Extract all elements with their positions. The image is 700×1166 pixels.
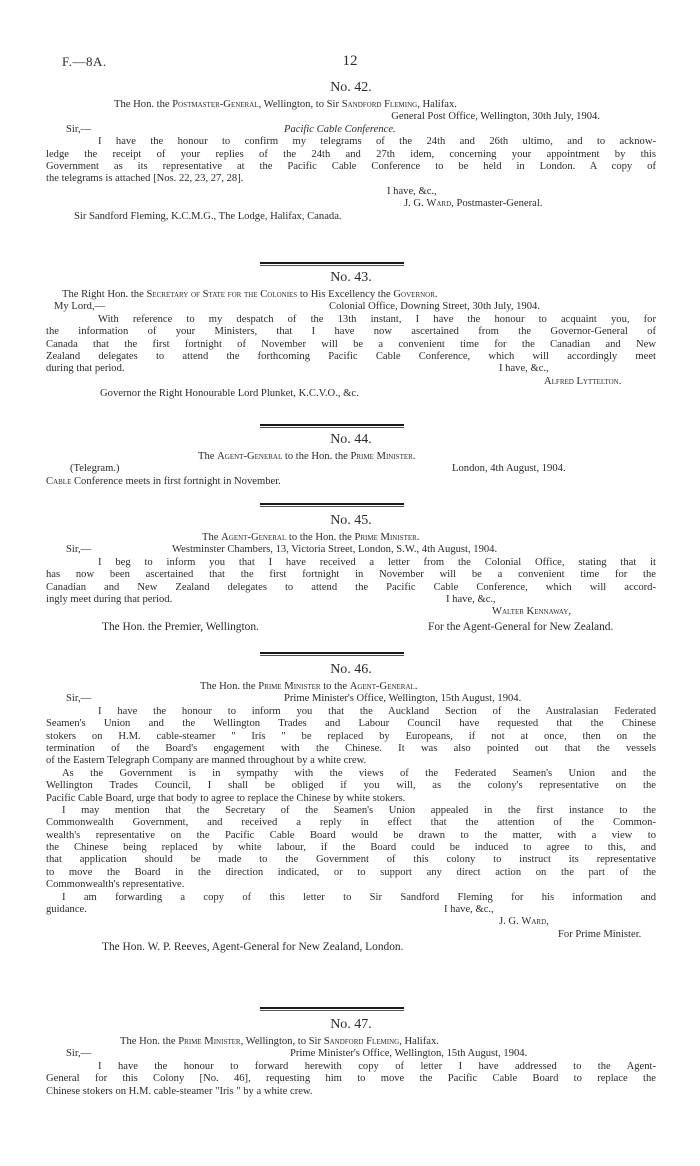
letter-office-date: London, 4th August, 1904.	[452, 463, 566, 475]
body-line: that application should be made to the Government of this colony to instruct its representative	[46, 854, 656, 866]
body-line: termination of the Board's engagement with the Chinese. It was also pointed out that the vessels	[46, 742, 656, 754]
letter-salutation-line	[66, 123, 628, 136]
addressee: The Hon. W. P. Reeves, Agent-General for New Zealand, London.	[102, 941, 404, 954]
page-number: 12	[342, 53, 358, 69]
letter-heading: The Right Hon. the Secretary of State for the Colonies to His Excellency the Governor.	[62, 289, 438, 300]
telegram-body: Cable Conference meets in first fortnight in November.	[46, 475, 281, 487]
salutation: My Lord,—	[54, 301, 106, 313]
body-line: I beg to inform you that I have received a letter from the Colonial Office, stating that it	[98, 556, 656, 568]
addressee-line	[74, 621, 628, 633]
for-line: For the Agent-General for New Zealand.	[428, 620, 614, 633]
body-line: I may mention that the Secretary of the Seamen's Union appealed in the first instance to the	[62, 804, 656, 816]
letter-salutation-line	[66, 544, 628, 556]
letter-number: No. 45.	[330, 513, 372, 528]
letter-heading: The Hon. the Prime Minister to the Agent-General.	[200, 681, 418, 692]
letter-number: No. 47.	[330, 1017, 372, 1032]
salutation: Sir,—	[66, 1048, 92, 1060]
addressee: Governor the Right Honourable Lord Plunket, K.C.V.O., &c.	[100, 388, 359, 400]
for-line: For Prime Minister.	[558, 928, 642, 940]
letter-last-line: ingly meet during that period. I have, &c.,	[46, 593, 496, 605]
letter-number: No. 42.	[330, 80, 372, 95]
body-line: With reference to my despatch of the 13th instant, I have the honour to acquaint you, for	[98, 313, 656, 325]
letter-salutation-line	[66, 693, 628, 705]
paper-reference: F.—8A.	[62, 54, 107, 69]
letter-number: No. 43.	[330, 270, 372, 285]
letter-number: No. 44.	[330, 432, 372, 447]
letter-office-date: Westminster Chambers, 13, Victoria Street, London, S.W., 4th August, 1904.	[172, 544, 498, 556]
closing: I have, &c.,	[387, 185, 437, 197]
addressee: Sir Sandford Fleming, K.C.M.G., The Lodge, Halifax, Canada.	[74, 210, 342, 222]
letter-no-47	[46, 1017, 656, 1098]
letter-heading: The Agent-General to the Hon. the Prime Minister.	[198, 451, 416, 462]
body-line: wealth's representative on the Pacific Cable Board would be drawn to the matter, with a view to	[46, 829, 656, 841]
letter-office-date: General Post Office, Wellington, 30th July, 1904.	[391, 111, 600, 123]
letter-no-44	[46, 432, 628, 488]
closing: I have, &c.,	[446, 593, 496, 605]
letter-office-date: Prime Minister's Office, Wellington, 15th August, 1904.	[284, 693, 522, 705]
letter-no-43	[46, 270, 656, 401]
body-line: General for this Colony [No. 46], requesting him to move the Pacific Cable Board to replace the	[46, 1073, 656, 1085]
body-line: stokers on H.M. cable-steamer " Iris " be replaced by Europeans, if not at once, then on the	[46, 730, 656, 742]
body-line: I have the honour to forward herewith copy of letter I have addressed to the Agent-	[98, 1060, 656, 1072]
letter-heading: The Hon. the Prime Minister, Wellington, to Sir Sandford Fleming, Halifax.	[120, 1036, 439, 1047]
closing: I have, &c.,	[444, 904, 494, 916]
body-line: I have the honour to inform you that the Auckland Section of the Australasian Federated	[98, 705, 656, 717]
body-line: I am forwarding a copy of this letter to Sir Sandford Fleming for his information and	[62, 891, 656, 903]
body-line: has now been ascertained that the first fortnight in November will be a convenient time for the	[46, 569, 656, 581]
body-line: Chinese stokers on H.M. cable-steamer "Iris " by a white crew.	[46, 1085, 313, 1097]
body-line: Commonwealth Government, and received a reply in effect that the attention of the Common-	[46, 817, 656, 829]
telegram-line	[70, 463, 628, 475]
section-divider	[260, 503, 404, 505]
body-line: the information of your Ministers, that I have now ascertained from the Governor-General of	[46, 326, 656, 338]
letter-last-line: during that period. I have, &c.,	[46, 363, 549, 375]
letter-office-date: Colonial Office, Downing Street, 30th July, 1904.	[329, 301, 540, 313]
body-line: of the Eastern Telegraph Company are manned throughout by a white crew.	[46, 755, 367, 767]
letter-no-46	[46, 662, 656, 954]
section-divider	[260, 262, 404, 264]
body-line: the telegrams is attached [Nos. 22, 23, 27, 28].	[46, 173, 244, 185]
salutation: Sir,—	[66, 544, 92, 556]
section-divider	[260, 424, 404, 426]
body-line: As the Government is in sympathy with the views of the Federated Seamen's Union and the	[62, 767, 656, 779]
body-line: I have the honour to confirm my telegrams of the 24th and 26th ultimo, and to acknow-	[98, 136, 656, 148]
body-line: ledge the receipt of your replies of the 24th and 27th idem, concerning your appointment by this	[46, 148, 656, 160]
signature: J. G. Ward, Postmaster-General.	[404, 198, 543, 210]
letter-salutation-line	[54, 301, 628, 313]
body-line: Canada that the first fortnight of November will be a convenient time for the Canadian and New	[46, 338, 656, 350]
section-divider	[260, 652, 404, 654]
letter-heading: The Hon. the Postmaster-General, Wellington, to Sir Sandford Fleming, Halifax.	[114, 99, 457, 110]
section-divider	[260, 1007, 404, 1009]
letter-office-date: Prime Minister's Office, Wellington, 15th August, 1904.	[290, 1048, 528, 1060]
addressee: The Hon. the Premier, Wellington.	[102, 620, 259, 633]
signature: Alfred Lyttelton.	[544, 375, 622, 387]
salutation: Sir,—	[66, 123, 92, 135]
letter-last-line: guidance. I have, &c.,	[46, 904, 494, 916]
letter-heading: The Agent-General to the Hon. the Prime Minister.	[202, 532, 420, 543]
body-line: Seamen's Union and the Wellington Trades and Labour Council have requested that the Chinese	[46, 718, 656, 730]
body-line: Canadian and New Zealand delegates to attend the Pacific Cable Conference, which will accord-	[46, 581, 656, 593]
body-line: Zealand delegates to attend the forthcoming Pacific Cable Conference, which will accordingly meet	[46, 350, 656, 362]
letter-salutation-line	[66, 1048, 628, 1060]
salutation: Sir,—	[66, 693, 92, 705]
body-line: to move the Board in the direction indicated, or to support any direct action on the part of the	[46, 866, 656, 878]
body-line: Wellington Trades Council, I shall be obliged if you will, as the colony's representative on the	[46, 780, 656, 792]
signature: Walter Kennaway,	[492, 606, 572, 618]
closing: I have, &c.,	[499, 363, 549, 375]
body-line: Commonwealth's representative.	[46, 879, 185, 891]
body-line: Government as its representative at the Pacific Cable Conference to be held in London. A copy of	[46, 160, 656, 172]
body-line: the Chinese being replaced by white labour, if the Board could be induced to agree to this, and	[46, 842, 656, 854]
signature: J. G. Ward,	[499, 916, 549, 928]
body-line: Pacific Cable Board, urge that body to agree to replace the Chinese by white stokers.	[46, 792, 406, 804]
letter-no-42	[46, 80, 656, 223]
letter-subject: Pacific Cable Conference.	[284, 123, 396, 135]
telegram-label: (Telegram.)	[70, 463, 120, 475]
letter-number: No. 46.	[330, 662, 372, 677]
letter-no-45	[46, 513, 656, 633]
